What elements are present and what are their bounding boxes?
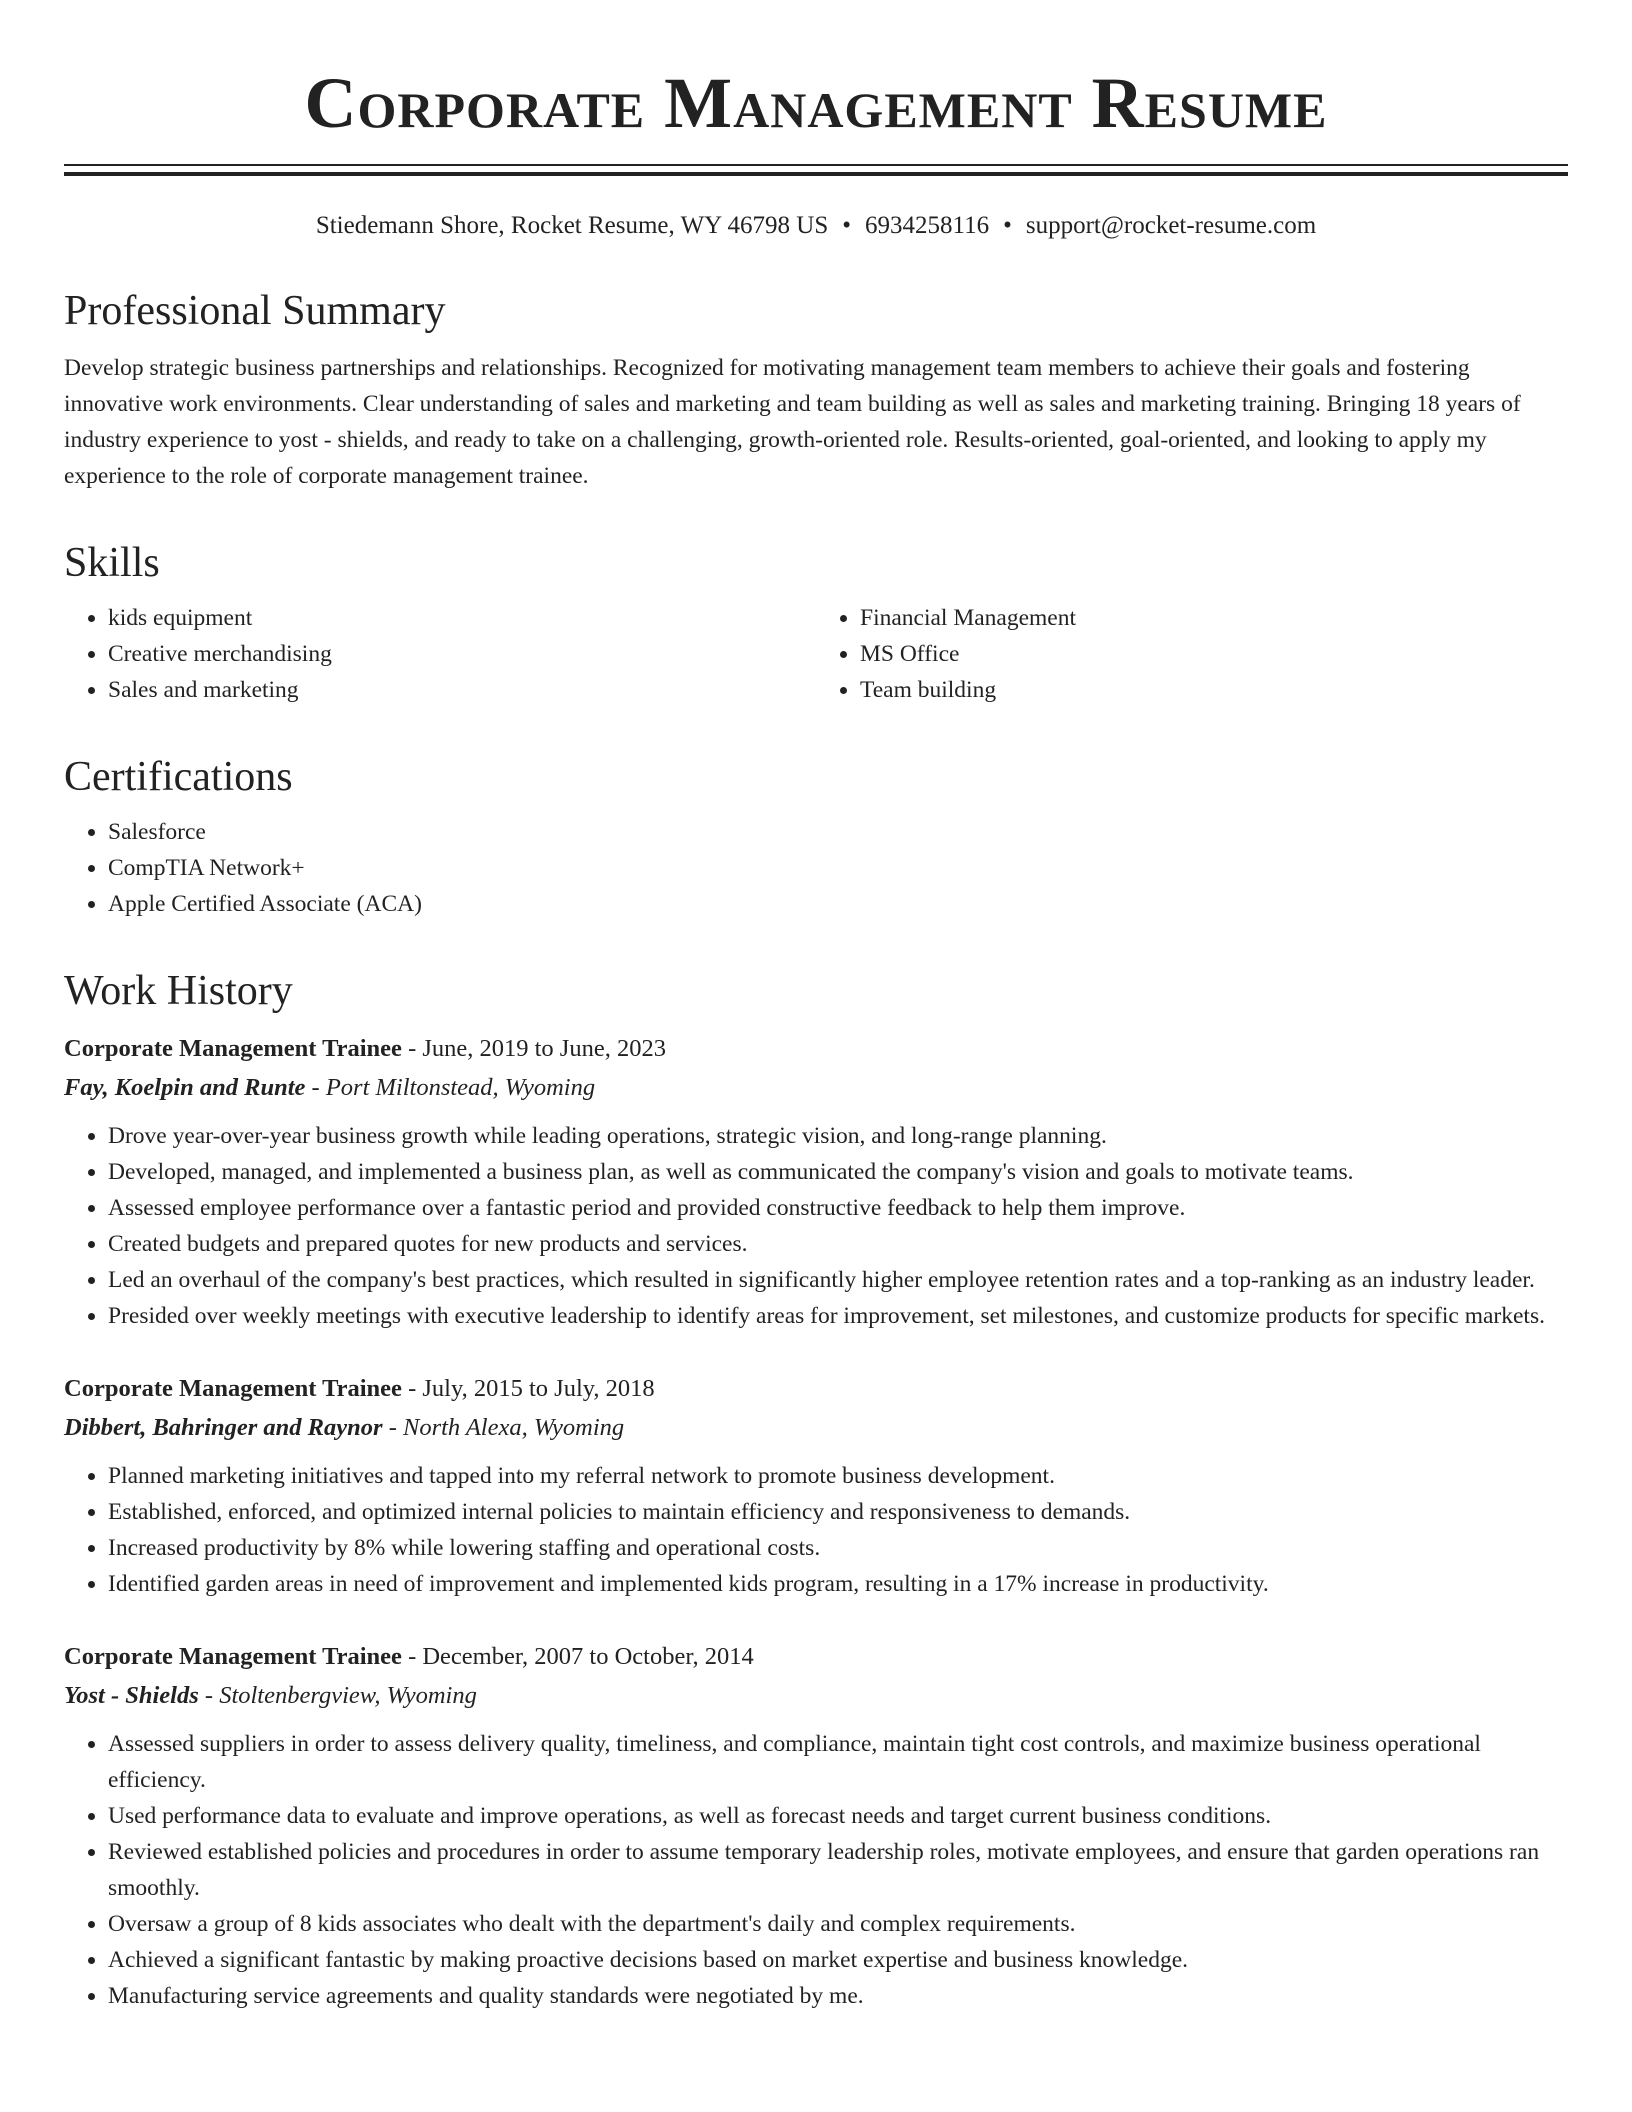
skill-item: • Team building [860,672,1568,708]
job-bullet: • Led an overhaul of the company's best practices, which resulted in significantly higher employee retention rates and a top-ranking as an industry leader. [108,1262,1568,1298]
job-company: Yost - Shields [64,1682,199,1709]
job-company: Dibbert, Bahringer and Raynor [64,1414,383,1441]
contact-separator: • [1003,212,1012,239]
skill-item: • Creative merchandising [108,636,816,672]
job-location: - Stoltenbergview, Wyoming [198,1682,477,1709]
skills-list [64,600,1568,708]
job-entry [64,1638,1568,2014]
job-entry [64,1030,1568,1334]
job-bullet: • Reviewed established policies and procedures in order to assume temporary leadership roles, motivate employees, and ensure that garden operations ran smoothly. [108,1834,1568,1906]
contact-email: support@rocket-resume.com [1025,212,1317,239]
job-bullet: • Oversaw a group of 8 kids associates who dealt with the department's daily and complex requirements. [108,1906,1568,1942]
job-title-line [64,1030,1568,1068]
job-bullet: • Manufacturing service agreements and quality standards were negotiated by me. [108,1978,1568,2014]
job-location: - North Alexa, Wyoming [382,1414,625,1441]
resume-title: Corporate Management Resume [304,63,1328,143]
job-title-line [64,1638,1568,1676]
job-bullets [64,1118,1568,1334]
title-divider-thick [64,172,1568,176]
job-dates: - July, 2015 to July, 2018 [401,1375,655,1402]
job-bullet: • Achieved a significant fantastic by making proactive decisions based on market expertise and business knowledge. [108,1942,1568,1978]
skill-item: • MS Office [860,636,1568,672]
certifications-list [64,814,1568,922]
job-bullet: • Used performance data to evaluate and improve operations, as well as forecast needs and target current business conditions. [108,1798,1568,1834]
job-company-line [64,1408,1568,1448]
job-bullet: • Increased productivity by 8% while lowering staffing and operational costs. [108,1530,1568,1566]
contact-address: Stiedemann Shore, Rocket Resume, WY 46798 US [315,212,829,239]
contact-line [64,210,1568,242]
skill-item: • kids equipment [108,600,816,636]
job-company: Fay, Koelpin and Runte [64,1074,306,1101]
job-bullet: • Presided over weekly meetings with executive leadership to identify areas for improvement, set milestones, and customize products for specific markets. [108,1298,1568,1334]
certification-item: • CompTIA Network+ [108,850,1568,886]
certifications-heading: Certifications [64,754,293,800]
skills-column-left [64,600,816,708]
skills-heading: Skills [64,540,160,586]
job-bullet: • Identified garden areas in need of improvement and implemented kids program, resulting in a 17% increase in productivity. [108,1566,1568,1602]
job-bullet: • Assessed employee performance over a fantastic period and provided constructive feedback to help them improve. [108,1190,1568,1226]
job-bullets [64,1726,1568,2014]
job-role: Corporate Management Trainee [64,1643,402,1670]
certification-item: • Salesforce [108,814,1568,850]
job-bullet: • Developed, managed, and implemented a business plan, as well as communicated the company's vision and goals to motivate teams. [108,1154,1568,1190]
job-dates: - December, 2007 to October, 2014 [401,1643,754,1670]
work-history-heading: Work History [64,968,293,1014]
skill-item: • Financial Management [860,600,1568,636]
contact-phone: 6934258116 [865,212,990,239]
job-bullet: • Established, enforced, and optimized internal policies to maintain efficiency and responsiveness to demands. [108,1494,1568,1530]
job-location: - Port Miltonstead, Wyoming [305,1074,596,1101]
job-bullets [64,1458,1568,1602]
certification-item: • Apple Certified Associate (ACA) [108,886,1568,922]
summary-text: Develop strategic business partnerships and relationships. Recognized for motivating management team members to achieve their goals and fostering innovative work environments. Clear understanding of sales and marketing and team building as well as sales and marketing training. Bringing 18 years of industry experience to yost - shields, and ready to take on a challenging, growth-oriented role. Results-oriented, goal-oriented, and looking to apply my experience to the role of corporate management trainee. [64,355,1521,489]
job-company-line [64,1676,1568,1716]
job-bullet: • Created budgets and prepared quotes for new products and services. [108,1226,1568,1262]
job-bullet: • Drove year-over-year business growth while leading operations, strategic vision, and long-range planning. [108,1118,1568,1154]
job-bullet: • Planned marketing initiatives and tapped into my referral network to promote business development. [108,1458,1568,1494]
contact-separator: • [842,212,852,239]
job-company-line [64,1068,1568,1108]
job-dates: - June, 2019 to June, 2023 [401,1035,666,1062]
job-title-line [64,1370,1568,1408]
job-role: Corporate Management Trainee [64,1035,402,1062]
skill-item: • Sales and marketing [108,672,816,708]
summary-heading: Professional Summary [64,288,446,334]
job-role: Corporate Management Trainee [64,1375,402,1402]
job-entry [64,1370,1568,1602]
skills-column-right [816,600,1568,708]
job-bullet: • Assessed suppliers in order to assess delivery quality, timeliness, and compliance, maintain tight cost controls, and maximize business operational efficiency. [108,1726,1568,1798]
title-divider-thin [64,164,1568,166]
